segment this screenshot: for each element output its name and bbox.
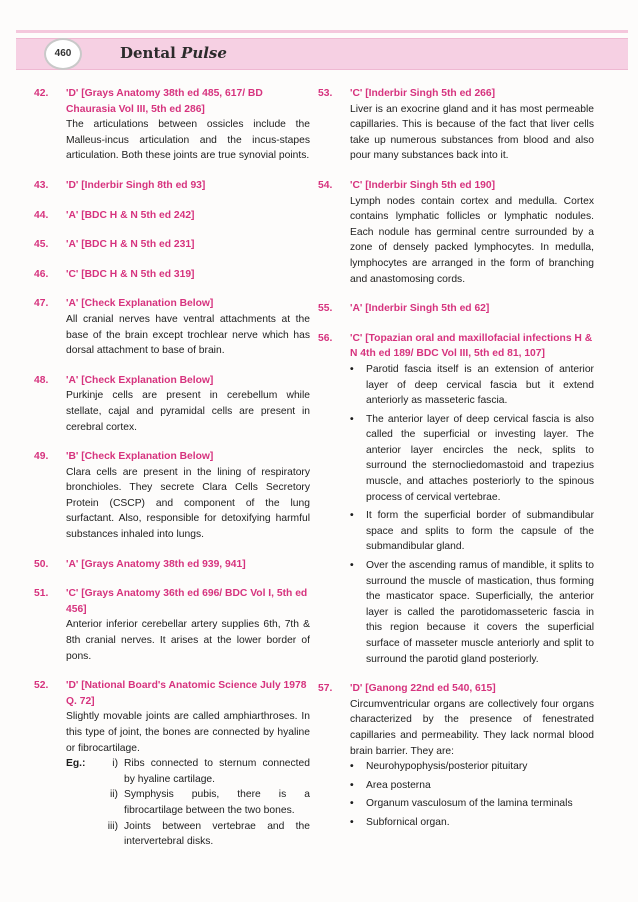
answer-reference: 'D' [National Board's Anatomic Science July 1978 Q. 72] <box>66 680 307 707</box>
bullet-list <box>318 362 594 667</box>
answer-reference: 'A' [Check Explanation Below] <box>66 374 214 386</box>
answer-reference: 'D' [Grays Anatomy 38th ed 485, 617/ BD Chaurasia Vol III, 5th ed 286] <box>66 88 263 115</box>
left-entries <box>34 86 310 664</box>
right-entries <box>318 86 594 317</box>
answer-entry <box>34 557 310 573</box>
example-item <box>94 819 310 850</box>
answer-reference: 'C' [Inderbir Singh 5th ed 266] <box>350 88 496 99</box>
bullet-icon: • <box>350 363 354 375</box>
example-label: Eg.: <box>66 758 86 770</box>
answer-entry <box>34 267 310 283</box>
answer-explanation: Purkinje cells are present in cerebellum while stellate, cajal and pyramidal cells are present in cerebral cortex. <box>66 390 310 433</box>
bullet-text: Organum vasculosum of the lamina terminals <box>366 798 573 810</box>
answer-ref-row <box>34 178 310 194</box>
bullet-text: Neurohypophysis/posterior pituitary <box>366 761 528 773</box>
page-number: 460 <box>44 38 82 70</box>
right-column <box>318 86 594 845</box>
bullet-icon: • <box>350 761 354 773</box>
answer-entry <box>318 301 594 317</box>
example-text: Joints between vertebrae and the intervertebral disks. <box>124 820 310 848</box>
answer-ref-row <box>34 373 310 389</box>
answer-reference: 'A' [Grays Anatomy 38th ed 939, 941] <box>66 558 246 570</box>
bullet-list <box>318 759 594 830</box>
bullet-icon: • <box>350 510 354 522</box>
answer-number: 43. <box>34 179 49 191</box>
bullet-text: The anterior layer of deep cervical fascia is also called the superficial or investing layer. The anterior layer encircles the neck, splits to surround the sternocliedomastoid and trapezius muscle, and attaches posteriorly to the spinous process of cervical vertebrae. <box>366 413 594 503</box>
answer-number: 51. <box>34 588 49 600</box>
answer-number: 57. <box>318 683 333 695</box>
example-text: Ribs connected to sternum connected by hyaline cartilage. <box>124 758 310 785</box>
answer-reference: 'A' [Check Explanation Below] <box>66 298 214 310</box>
answer-entry <box>34 208 310 224</box>
answer-ref-row <box>318 301 594 317</box>
answer-ref-row <box>318 178 594 194</box>
bullet-icon: • <box>350 816 354 828</box>
answer-reference: 'C' [BDC H & N 5th ed 319] <box>66 268 195 280</box>
example-text: Symphysis pubis, there is a fibrocartilage between the two bones. <box>124 789 310 816</box>
answer-ref-row <box>34 449 310 465</box>
answer-number: 48. <box>34 374 49 386</box>
answer-number: 54. <box>318 179 333 191</box>
answer-explanation: All cranial nerves have ventral attachments at the base of the brain except trochlear nerve which has dorsal attachment to base of brain. <box>66 313 310 357</box>
answer-entry <box>34 586 310 664</box>
answer-ref-row <box>34 267 310 283</box>
bullet-item <box>350 759 594 775</box>
example-item <box>94 787 310 818</box>
bullet-text: Over the ascending ramus of mandible, it splits to surround the muscle of mastication, thus forming the masticator space. Superficially, the anterior layer is called the parotidomasseteric fascia in this region because it covers the superficial surface of masseter muscle anteriorly and split to surround the parotid gland posteriorly. <box>366 560 594 665</box>
answer-reference: 'D' [Inderbir Singh 8th ed 93] <box>66 179 206 191</box>
bullet-item <box>350 558 594 667</box>
left-column <box>34 86 310 864</box>
answer-explanation: The articulations between ossicles include the Malleus-incus articulation and the incus-stapes articulation. Both these joints are true synovial points. <box>66 119 310 162</box>
bullet-text: Subfornical organ. <box>366 816 450 828</box>
answer-reference: 'C' [Topazian oral and maxillofacial infections H & N 4th ed 189/ BDC Vol III, 5th ed 81, 107] <box>350 332 593 360</box>
journal-title <box>120 44 227 62</box>
bullet-text: Area posterna <box>366 779 431 791</box>
example-numeral: i) <box>112 758 118 770</box>
answer-number: 53. <box>318 88 333 99</box>
answer-number: 55. <box>318 303 333 315</box>
answer-reference: 'D' [Ganong 22nd ed 540, 615] <box>350 683 496 695</box>
answer-entry <box>318 178 594 287</box>
header-band <box>16 38 628 70</box>
bullet-icon: • <box>350 413 354 425</box>
bullet-text: It form the superficial border of submandibular space and splits to form the capsule of the submandibular gland. <box>366 510 594 553</box>
answer-entry-56 <box>318 331 594 667</box>
answer-reference: 'C' [Inderbir Singh 5th ed 190] <box>350 179 496 191</box>
journal-title-word: Dental <box>120 44 176 62</box>
answer-explanation: Anterior inferior cerebellar artery supplies 6th, 7th & 8th cranial nerves. It arises at the lower border of pons. <box>66 619 310 662</box>
example-block <box>34 756 310 850</box>
answer-reference: 'C' [Grays Anatomy 36th ed 696/ BDC Vol I, 5th ed 456] <box>66 588 308 615</box>
answer-number: 44. <box>34 209 49 221</box>
bullet-icon: • <box>350 779 354 791</box>
answer-ref-row <box>34 86 310 117</box>
example-list <box>94 756 310 850</box>
answer-reference: 'A' [Inderbir Singh 5th ed 62] <box>350 303 490 315</box>
bullet-item <box>350 778 594 794</box>
answer-explanation: Lymph nodes contain cortex and medulla. Cortex contains lymphatic follicles or lymphatic nodules. Each nodule has germinal centre surrounded by a zone of densely packed lymphocytes. In medulla, lymphocytes are arranged in the form of branching and anastomosing cords. <box>350 195 594 285</box>
example-numeral: iii) <box>107 820 118 832</box>
answer-entry-52 <box>34 678 310 850</box>
answer-entry <box>34 237 310 253</box>
answer-ref-row <box>318 86 594 102</box>
answer-entry <box>34 373 310 435</box>
bullet-item <box>350 815 594 831</box>
answer-reference: 'A' [BDC H & N 5th ed 231] <box>66 239 195 251</box>
answer-entry-57 <box>318 681 594 830</box>
bullet-icon: • <box>350 798 354 810</box>
answer-ref-row <box>318 331 594 362</box>
answer-number: 52. <box>34 680 49 692</box>
bullet-item <box>350 796 594 812</box>
answer-reference: 'B' [Check Explanation Below] <box>66 451 214 463</box>
bullet-item <box>350 508 594 555</box>
answer-ref-row <box>318 681 594 697</box>
example-item <box>94 756 310 787</box>
journal-title-italic: Pulse <box>181 44 227 62</box>
bullet-item <box>350 412 594 506</box>
example-numeral: ii) <box>109 789 118 801</box>
answer-entry <box>34 86 310 164</box>
answer-explanation: Circumventricular organs are collectively four organs characterized by the presence of fenestrated capillaries and permeability. They lack normal blood brain barrier. They are: <box>350 698 594 757</box>
answer-number: 47. <box>34 298 49 310</box>
answer-explanation: Slightly movable joints are called amphiarthroses. In this type of joint, the bones are connected by hyaline or fibrocartilage. <box>66 711 310 754</box>
answer-ref-row <box>34 586 310 617</box>
answer-entry <box>34 449 310 543</box>
answer-explanation: Liver is an exocrine gland and it has most permeable capillaries. This is because of the fact that liver cells take up numerous substances from blood and also pour many substances back into it. <box>350 103 594 162</box>
answer-number: 50. <box>34 558 49 570</box>
answer-ref-row <box>34 237 310 253</box>
answer-number: 45. <box>34 239 49 251</box>
answer-ref-row <box>34 678 310 709</box>
answer-entry <box>34 178 310 194</box>
answer-ref-row <box>34 296 310 312</box>
answer-reference: 'A' [BDC H & N 5th ed 242] <box>66 209 195 221</box>
answer-number: 56. <box>318 332 333 344</box>
header-top-stripe <box>16 30 628 33</box>
bullet-text: Parotid fascia itself is an extension of anterior layer of deep cervical fascia but it extend anteriorly as masseteric fascia. <box>366 363 594 407</box>
answer-number: 49. <box>34 451 49 463</box>
answer-explanation: Clara cells are present in the lining of respiratory bronchioles. They secrete Clara Cells Secretory Protein (CSCP) and component of the lung surfactant. Also, responsible for detoxifying harmful substances inhaled into lungs. <box>66 466 310 541</box>
answer-ref-row <box>34 557 310 573</box>
answer-entry <box>318 86 594 164</box>
answer-number: 46. <box>34 268 49 280</box>
answer-ref-row <box>34 208 310 224</box>
answer-entry <box>34 296 310 358</box>
bullet-item <box>350 362 594 409</box>
answer-number: 42. <box>34 88 49 99</box>
bullet-icon: • <box>350 560 354 572</box>
